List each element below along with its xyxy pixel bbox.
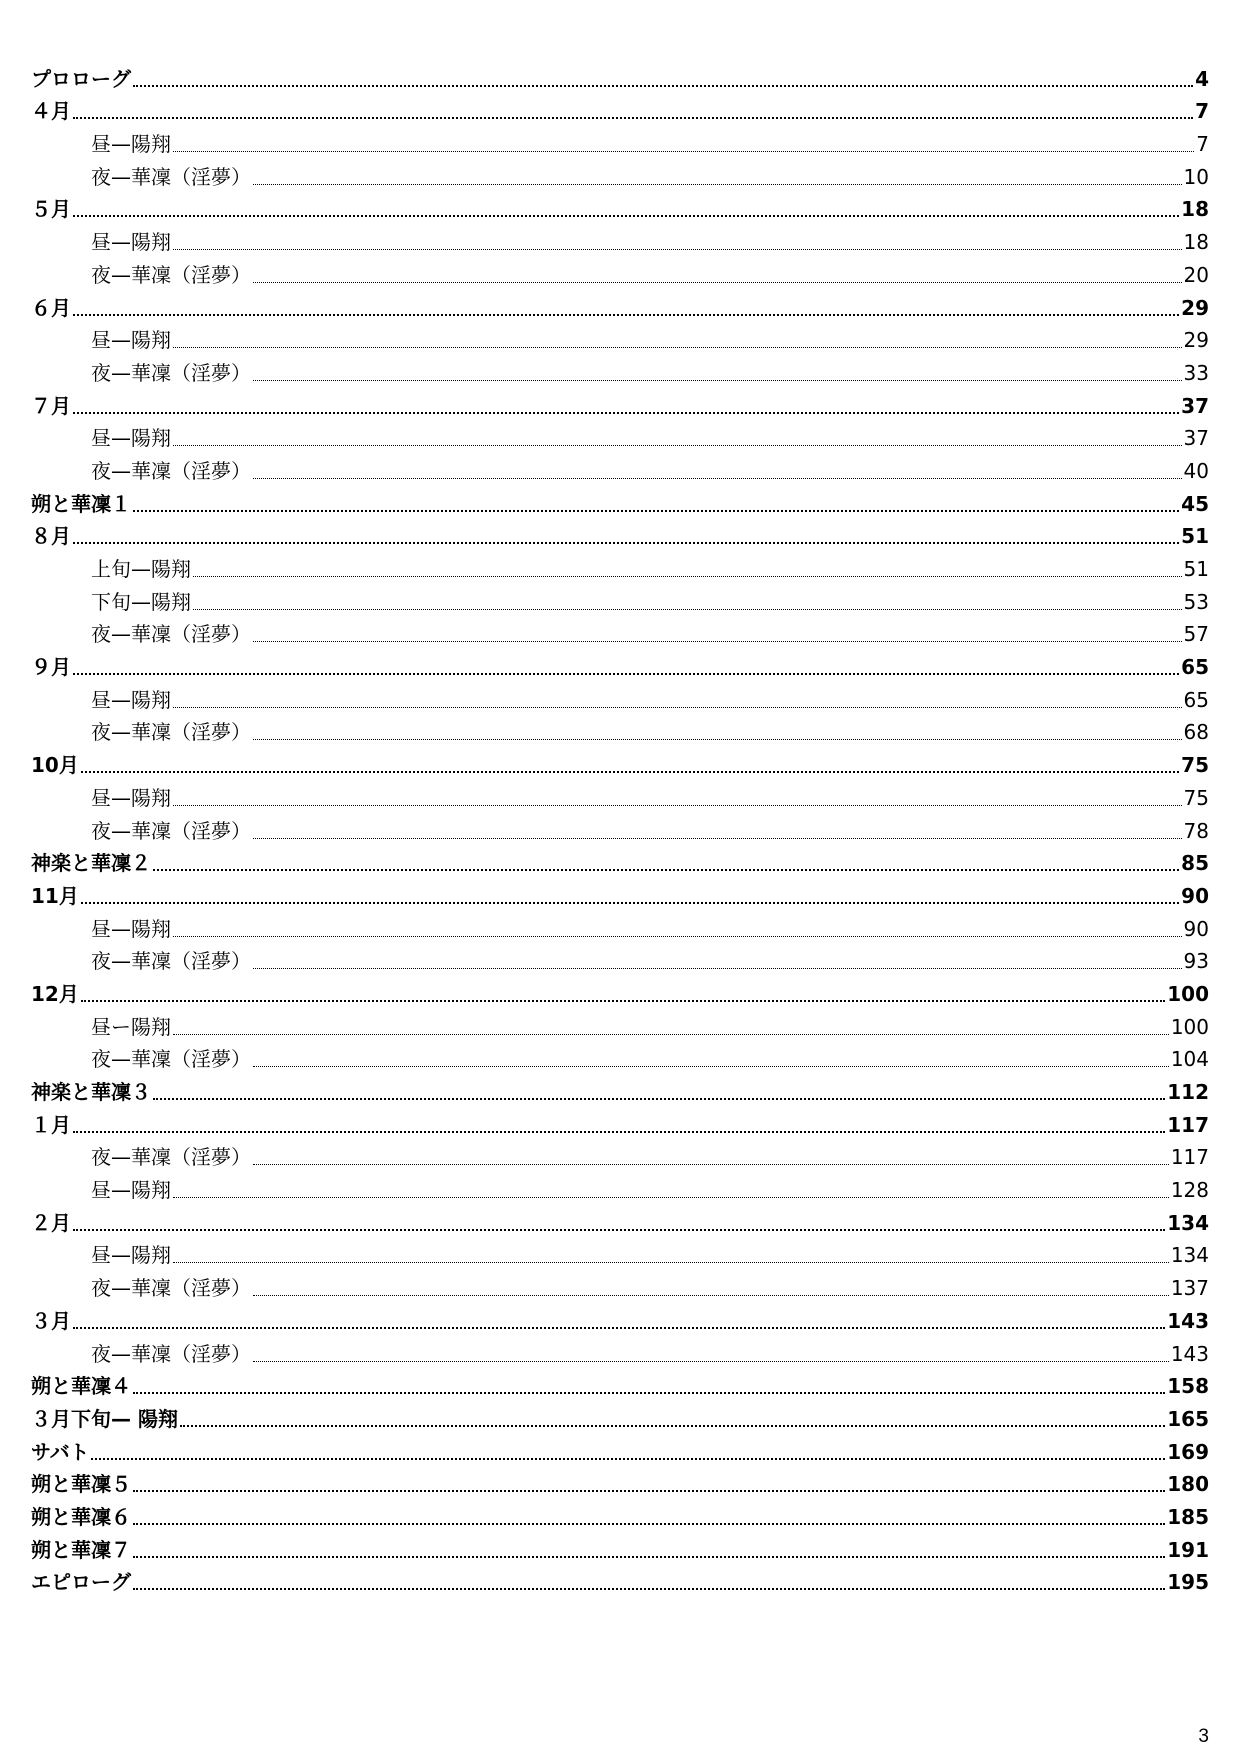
toc-entry-title: 昼—陽翔 xyxy=(91,1243,171,1268)
dot-leader xyxy=(81,771,1179,773)
toc-entry[interactable] xyxy=(31,1533,1209,1566)
toc-entry-page-number: 65 xyxy=(1181,655,1209,680)
toc-entry[interactable] xyxy=(31,1010,1209,1043)
dot-leader xyxy=(133,1556,1165,1558)
toc-entry-page-number: 53 xyxy=(1183,589,1209,614)
toc-entry[interactable] xyxy=(31,1075,1209,1108)
toc-entry-page-number: 134 xyxy=(1167,1210,1209,1235)
toc-entry[interactable] xyxy=(31,291,1209,324)
dot-leader xyxy=(73,1327,1165,1329)
toc-entry[interactable] xyxy=(31,879,1209,912)
toc-entry-page-number: 117 xyxy=(1167,1112,1209,1137)
dot-leader xyxy=(91,1458,1165,1460)
dot-leader xyxy=(173,445,1182,446)
toc-entry-page-number: 51 xyxy=(1181,524,1209,549)
toc-entry-title: 昼—陽翔 xyxy=(91,687,171,712)
toc-entry-title: 昼—陽翔 xyxy=(91,328,171,353)
dot-leader xyxy=(173,936,1182,937)
toc-entry-page-number: 4 xyxy=(1195,66,1209,91)
toc-entry-title: 朔と華凜５ xyxy=(31,1472,131,1497)
dot-leader xyxy=(133,85,1193,87)
toc-entry[interactable] xyxy=(31,1043,1209,1076)
dot-leader xyxy=(193,609,1182,610)
dot-leader xyxy=(133,1392,1165,1394)
toc-entry-title: 昼—陽翔 xyxy=(91,426,171,451)
dot-leader xyxy=(253,1164,1169,1165)
dot-leader xyxy=(253,478,1182,479)
toc-entry-page-number: 93 xyxy=(1183,949,1209,974)
toc-entry-page-number: 143 xyxy=(1170,1341,1209,1366)
toc-entry-page-number: 18 xyxy=(1183,230,1209,255)
toc-entry[interactable] xyxy=(31,748,1209,781)
toc-entry[interactable] xyxy=(31,1271,1209,1304)
toc-entry-title: 夜—華凜（淫夢） xyxy=(91,949,251,974)
toc-entry-title: 昼—陽翔 xyxy=(91,1178,171,1203)
dot-leader xyxy=(153,1098,1165,1100)
dot-leader xyxy=(73,215,1179,217)
toc-entry[interactable] xyxy=(31,618,1209,651)
toc-entry[interactable] xyxy=(31,1337,1209,1370)
toc-entry[interactable] xyxy=(31,1206,1209,1239)
toc-entry-page-number: 40 xyxy=(1183,458,1209,483)
dot-leader xyxy=(173,249,1182,250)
toc-entry[interactable] xyxy=(31,160,1209,193)
toc-entry-page-number: 117 xyxy=(1170,1145,1209,1170)
toc-entry[interactable] xyxy=(31,847,1209,880)
toc-entry-title: 夜—華凜（淫夢） xyxy=(91,1145,251,1170)
toc-entry-page-number: 180 xyxy=(1167,1472,1209,1497)
dot-leader xyxy=(173,347,1182,348)
toc-entry[interactable] xyxy=(31,716,1209,749)
toc-entry-title: ３月下旬— 陽翔 xyxy=(31,1406,178,1431)
toc-entry[interactable] xyxy=(31,781,1209,814)
toc-entry-page-number: 37 xyxy=(1183,426,1209,451)
toc-entry-page-number: 185 xyxy=(1167,1504,1209,1529)
toc-entry[interactable] xyxy=(31,1435,1209,1468)
toc-entry-title: 下旬—陽翔 xyxy=(91,589,191,614)
dot-leader xyxy=(173,1197,1169,1198)
dot-leader xyxy=(73,542,1179,544)
toc-entry-page-number: 37 xyxy=(1181,393,1209,418)
toc-entry-page-number: 7 xyxy=(1195,99,1209,124)
toc-entry[interactable] xyxy=(31,1173,1209,1206)
toc-entry-title: プロローグ xyxy=(31,66,131,91)
dot-leader xyxy=(81,1000,1165,1002)
toc-entry-title: 10月 xyxy=(31,753,79,778)
toc-entry-title: ７月 xyxy=(31,393,71,418)
toc-entry-title: 夜—華凜（淫夢） xyxy=(91,262,251,287)
page-number: 3 xyxy=(1198,1726,1209,1747)
toc-entry-page-number: 165 xyxy=(1167,1406,1209,1431)
toc-entry-title: ５月 xyxy=(31,197,71,222)
dot-leader xyxy=(173,1034,1169,1035)
toc-entry[interactable] xyxy=(31,324,1209,357)
dot-leader xyxy=(253,838,1182,839)
toc-entry-page-number: 29 xyxy=(1183,328,1209,353)
toc-entry[interactable] xyxy=(31,95,1209,128)
toc-entry-page-number: 75 xyxy=(1181,753,1209,778)
toc-entry-page-number: 18 xyxy=(1181,197,1209,222)
toc-entry-title: 昼ー陽翔 xyxy=(91,1014,171,1039)
toc-entry[interactable] xyxy=(31,977,1209,1010)
dot-leader xyxy=(253,968,1182,969)
toc-entry[interactable] xyxy=(31,945,1209,978)
toc-entry[interactable] xyxy=(31,1468,1209,1501)
toc-entry-page-number: 65 xyxy=(1183,687,1209,712)
toc-entry-page-number: 90 xyxy=(1181,883,1209,908)
toc-entry-title: エピローグ xyxy=(31,1570,131,1595)
toc-entry[interactable] xyxy=(31,1402,1209,1435)
toc-entry-title: 夜—華凜（淫夢） xyxy=(91,818,251,843)
dot-leader xyxy=(73,314,1179,316)
toc-entry[interactable] xyxy=(31,225,1209,258)
toc-entry-title: 昼—陽翔 xyxy=(91,785,171,810)
dot-leader xyxy=(173,707,1182,708)
toc-entry[interactable] xyxy=(31,1304,1209,1337)
dot-leader xyxy=(73,1229,1165,1231)
toc-entry-title: 神楽と華凜２ xyxy=(31,851,151,876)
toc-entry-title: ９月 xyxy=(31,655,71,680)
dot-leader xyxy=(153,869,1179,871)
dot-leader xyxy=(73,673,1179,675)
toc-entry[interactable] xyxy=(31,585,1209,618)
toc-entry-page-number: 85 xyxy=(1181,851,1209,876)
toc-entry-page-number: 75 xyxy=(1183,785,1209,810)
toc-entry-page-number: 112 xyxy=(1167,1080,1209,1104)
toc-entry-title: 夜—華凜（淫夢） xyxy=(91,458,251,483)
toc-entry[interactable] xyxy=(31,487,1209,520)
dot-leader xyxy=(173,805,1182,806)
toc-entry-page-number: 137 xyxy=(1170,1276,1209,1301)
dot-leader xyxy=(253,282,1182,283)
toc-entry-title: １月 xyxy=(31,1112,71,1137)
dot-leader xyxy=(253,1295,1169,1296)
toc-entry-title: 昼—陽翔 xyxy=(91,230,171,255)
toc-entry[interactable] xyxy=(31,1239,1209,1272)
toc-entry-page-number: 195 xyxy=(1167,1570,1209,1595)
toc-entry-title: 12月 xyxy=(31,981,79,1006)
toc-entry[interactable] xyxy=(31,454,1209,487)
dot-leader xyxy=(180,1425,1165,1427)
toc-entry-title: 夜—華凜（淫夢） xyxy=(91,1047,251,1072)
toc-entry-title: 朔と華凜７ xyxy=(31,1537,131,1562)
toc-entry-page-number: 191 xyxy=(1167,1537,1209,1562)
toc-entry-page-number: 51 xyxy=(1183,557,1209,581)
toc-entry-title: ８月 xyxy=(31,524,71,549)
toc-entry-title: 朔と華凜４ xyxy=(31,1374,131,1399)
toc-entry-title: 夜—華凜（淫夢） xyxy=(91,164,251,189)
toc-entry[interactable] xyxy=(31,1566,1209,1599)
toc-entry-page-number: 90 xyxy=(1183,916,1209,941)
toc-entry-page-number: 100 xyxy=(1170,1014,1209,1039)
toc-entry-title: 夜—華凜（淫夢） xyxy=(91,1341,251,1366)
toc-entry[interactable] xyxy=(31,1500,1209,1533)
dot-leader xyxy=(173,151,1194,152)
toc-entry[interactable] xyxy=(31,650,1209,683)
toc-entry-title: 夜—華凜（淫夢） xyxy=(91,360,251,385)
toc-entry[interactable] xyxy=(31,62,1209,95)
dot-leader xyxy=(73,1131,1165,1133)
toc-entry-page-number: 100 xyxy=(1167,981,1209,1006)
toc-entry-page-number: 57 xyxy=(1183,622,1209,647)
toc-entry-page-number: 78 xyxy=(1183,818,1209,843)
toc-entry-page-number: 33 xyxy=(1183,360,1209,385)
toc-entry-page-number: 10 xyxy=(1183,164,1209,189)
dot-leader xyxy=(253,1361,1169,1362)
dot-leader xyxy=(133,1523,1165,1525)
dot-leader xyxy=(73,117,1193,119)
toc-entry[interactable] xyxy=(31,814,1209,847)
toc-entry[interactable] xyxy=(31,1370,1209,1403)
toc-entry[interactable] xyxy=(31,389,1209,422)
dot-leader xyxy=(253,739,1182,740)
toc-entry-title: 神楽と華凜３ xyxy=(31,1080,151,1104)
toc-entry-page-number: 143 xyxy=(1167,1308,1209,1333)
toc-entry-title: ３月 xyxy=(31,1308,71,1333)
toc-entry[interactable] xyxy=(31,127,1209,160)
toc-entry-title: 11月 xyxy=(31,883,79,908)
toc-entry[interactable] xyxy=(31,193,1209,226)
dot-leader xyxy=(133,1588,1165,1590)
toc-entry-page-number: 104 xyxy=(1170,1047,1209,1072)
toc-entry-title: 朔と華凜６ xyxy=(31,1504,131,1529)
toc-entry[interactable] xyxy=(31,552,1209,585)
toc-entry[interactable] xyxy=(31,422,1209,455)
toc-entry-title: ４月 xyxy=(31,99,71,124)
toc-entry-title: サバト xyxy=(31,1439,90,1464)
toc-entry[interactable] xyxy=(31,1108,1209,1141)
toc-entry[interactable] xyxy=(31,356,1209,389)
toc-entry-title: 夜—華凜（淫夢） xyxy=(91,1276,251,1301)
toc-entry-title: ２月 xyxy=(31,1210,71,1235)
toc-entry-page-number: 7 xyxy=(1196,132,1209,157)
toc-entry-title: 上旬—陽翔 xyxy=(91,557,191,581)
dot-leader xyxy=(81,902,1179,904)
toc-entry-page-number: 169 xyxy=(1167,1439,1209,1464)
toc-entry-page-number: 45 xyxy=(1181,491,1209,516)
table-of-contents xyxy=(31,62,1209,1598)
toc-entry-title: 夜—華凜（淫夢） xyxy=(91,720,251,745)
toc-entry-page-number: 128 xyxy=(1170,1178,1209,1203)
toc-entry[interactable] xyxy=(31,520,1209,553)
dot-leader xyxy=(253,641,1182,642)
toc-entry[interactable] xyxy=(31,1141,1209,1174)
dot-leader xyxy=(133,1490,1165,1492)
dot-leader xyxy=(173,1262,1169,1263)
toc-entry-page-number: 68 xyxy=(1183,720,1209,745)
toc-entry-page-number: 29 xyxy=(1181,295,1209,320)
toc-entry[interactable] xyxy=(31,912,1209,945)
toc-entry-title: 夜—華凜（淫夢） xyxy=(91,622,251,647)
toc-entry-title: 昼—陽翔 xyxy=(91,916,171,941)
toc-entry-title: ６月 xyxy=(31,295,71,320)
toc-entry-page-number: 158 xyxy=(1167,1374,1209,1399)
dot-leader xyxy=(253,1066,1169,1067)
toc-entry[interactable] xyxy=(31,258,1209,291)
dot-leader xyxy=(193,576,1182,577)
toc-entry-title: 昼—陽翔 xyxy=(91,132,171,157)
dot-leader xyxy=(253,184,1182,185)
dot-leader xyxy=(133,510,1179,512)
toc-entry[interactable] xyxy=(31,683,1209,716)
toc-entry-page-number: 134 xyxy=(1170,1243,1209,1268)
toc-entry-title: 朔と華凜１ xyxy=(31,491,131,516)
toc-entry-page-number: 20 xyxy=(1183,262,1209,287)
dot-leader xyxy=(73,412,1179,414)
dot-leader xyxy=(253,380,1182,381)
